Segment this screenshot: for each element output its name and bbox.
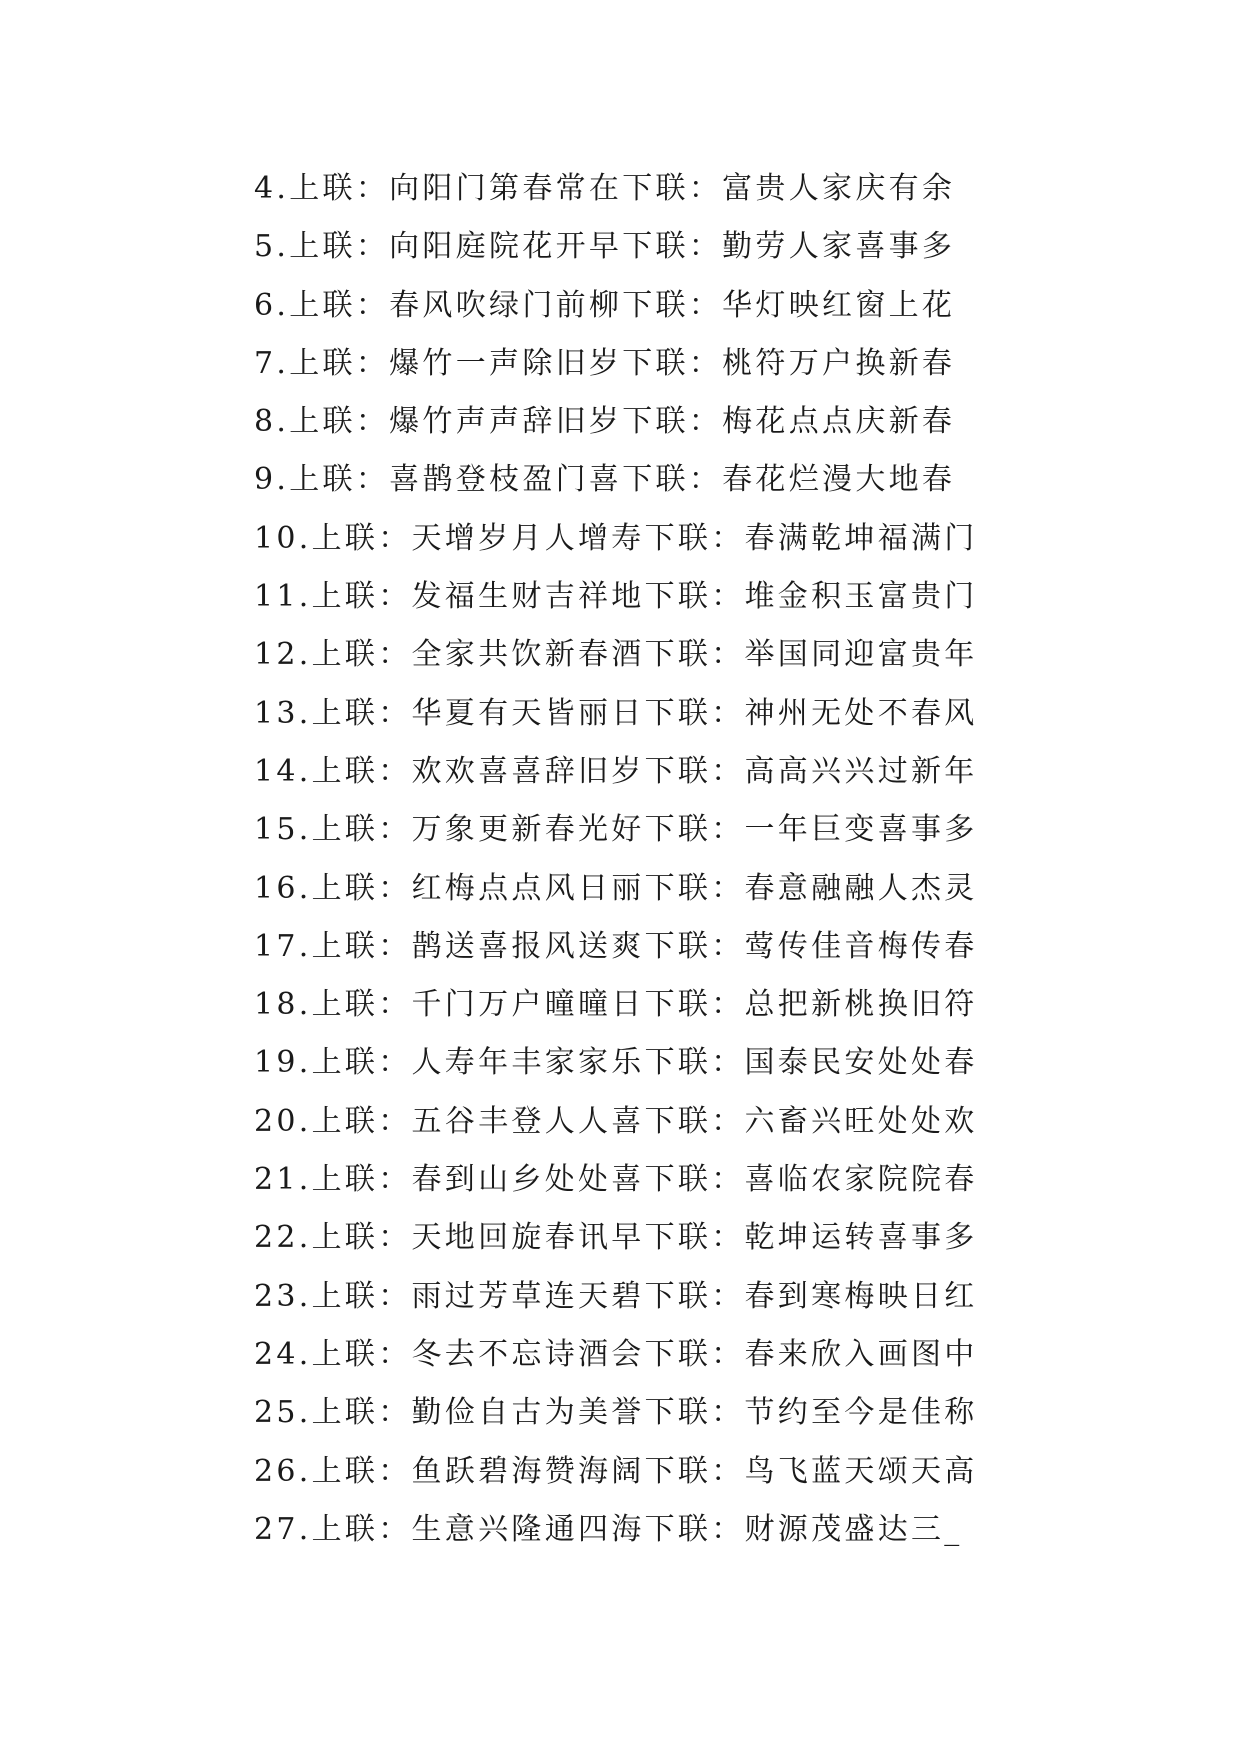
couplet-line: 8.上联：爆竹声声辞旧岁下联：梅花点点庆新春 [254, 404, 956, 440]
couplet-line: 21.上联：春到山乡处处喜下联：喜临农家院院春 [254, 1162, 978, 1198]
couplet-line: 5.上联：向阳庭院花开早下联：勤劳人家喜事多 [254, 229, 956, 265]
couplet-line: 18.上联：千门万户曈曈日下联：总把新桃换旧符 [254, 987, 978, 1023]
couplet-line: 20.上联：五谷丰登人人喜下联：六畜兴旺处处欢 [254, 1103, 978, 1139]
couplet-line: 7.上联：爆竹一声除旧岁下联：桃符万户换新春 [254, 345, 956, 381]
couplet-line: 17.上联：鹊送喜报风送爽下联：莺传佳音梅传春 [254, 928, 978, 964]
couplet-line: 13.上联：华夏有天皆丽日下联：神州无处不春风 [254, 695, 978, 731]
couplet-line: 12.上联：全家共饮新春酒下联：举国同迎富贵年 [254, 637, 978, 673]
couplet-line: 16.上联：红梅点点风日丽下联：春意融融人杰灵 [254, 870, 978, 906]
couplet-line: 22.上联：天地回旋春讯早下联：乾坤运转喜事多 [254, 1220, 978, 1256]
couplet-line: 15.上联：万象更新春光好下联：一年巨变喜事多 [254, 812, 978, 848]
couplet-line: 25.上联：勤俭自古为美誉下联：节约至今是佳称 [254, 1395, 978, 1431]
couplet-line: 9.上联：喜鹊登枝盈门喜下联：春花烂漫大地春 [254, 462, 956, 498]
couplet-line: 14.上联：欢欢喜喜辞旧岁下联：高高兴兴过新年 [254, 753, 978, 789]
couplet-line: 23.上联：雨过芳草连天碧下联：春到寒梅映日红 [254, 1278, 978, 1314]
couplet-list [254, 160, 978, 1559]
couplet-line: 11.上联：发福生财吉祥地下联：堆金积玉富贵门 [254, 579, 978, 615]
couplet-line: 4.上联：向阳门第春常在下联：富贵人家庆有余 [254, 171, 956, 206]
couplet-line: 27.上联：生意兴隆通四海下联：财源茂盛达三_ [254, 1511, 963, 1547]
couplet-line: 10.上联：天增岁月人增寿下联：春满乾坤福满门 [254, 520, 978, 556]
couplet-line: 19.上联：人寿年丰家家乐下联：国泰民安处处春 [254, 1045, 978, 1081]
couplet-line: 26.上联：鱼跃碧海赞海阔下联：鸟飞蓝天颂天高 [254, 1453, 978, 1489]
couplet-line: 24.上联：冬去不忘诗酒会下联：春来欣入画图中 [254, 1336, 978, 1372]
couplet-line: 6.上联：春风吹绿门前柳下联：华灯映红窗上花 [254, 287, 956, 323]
